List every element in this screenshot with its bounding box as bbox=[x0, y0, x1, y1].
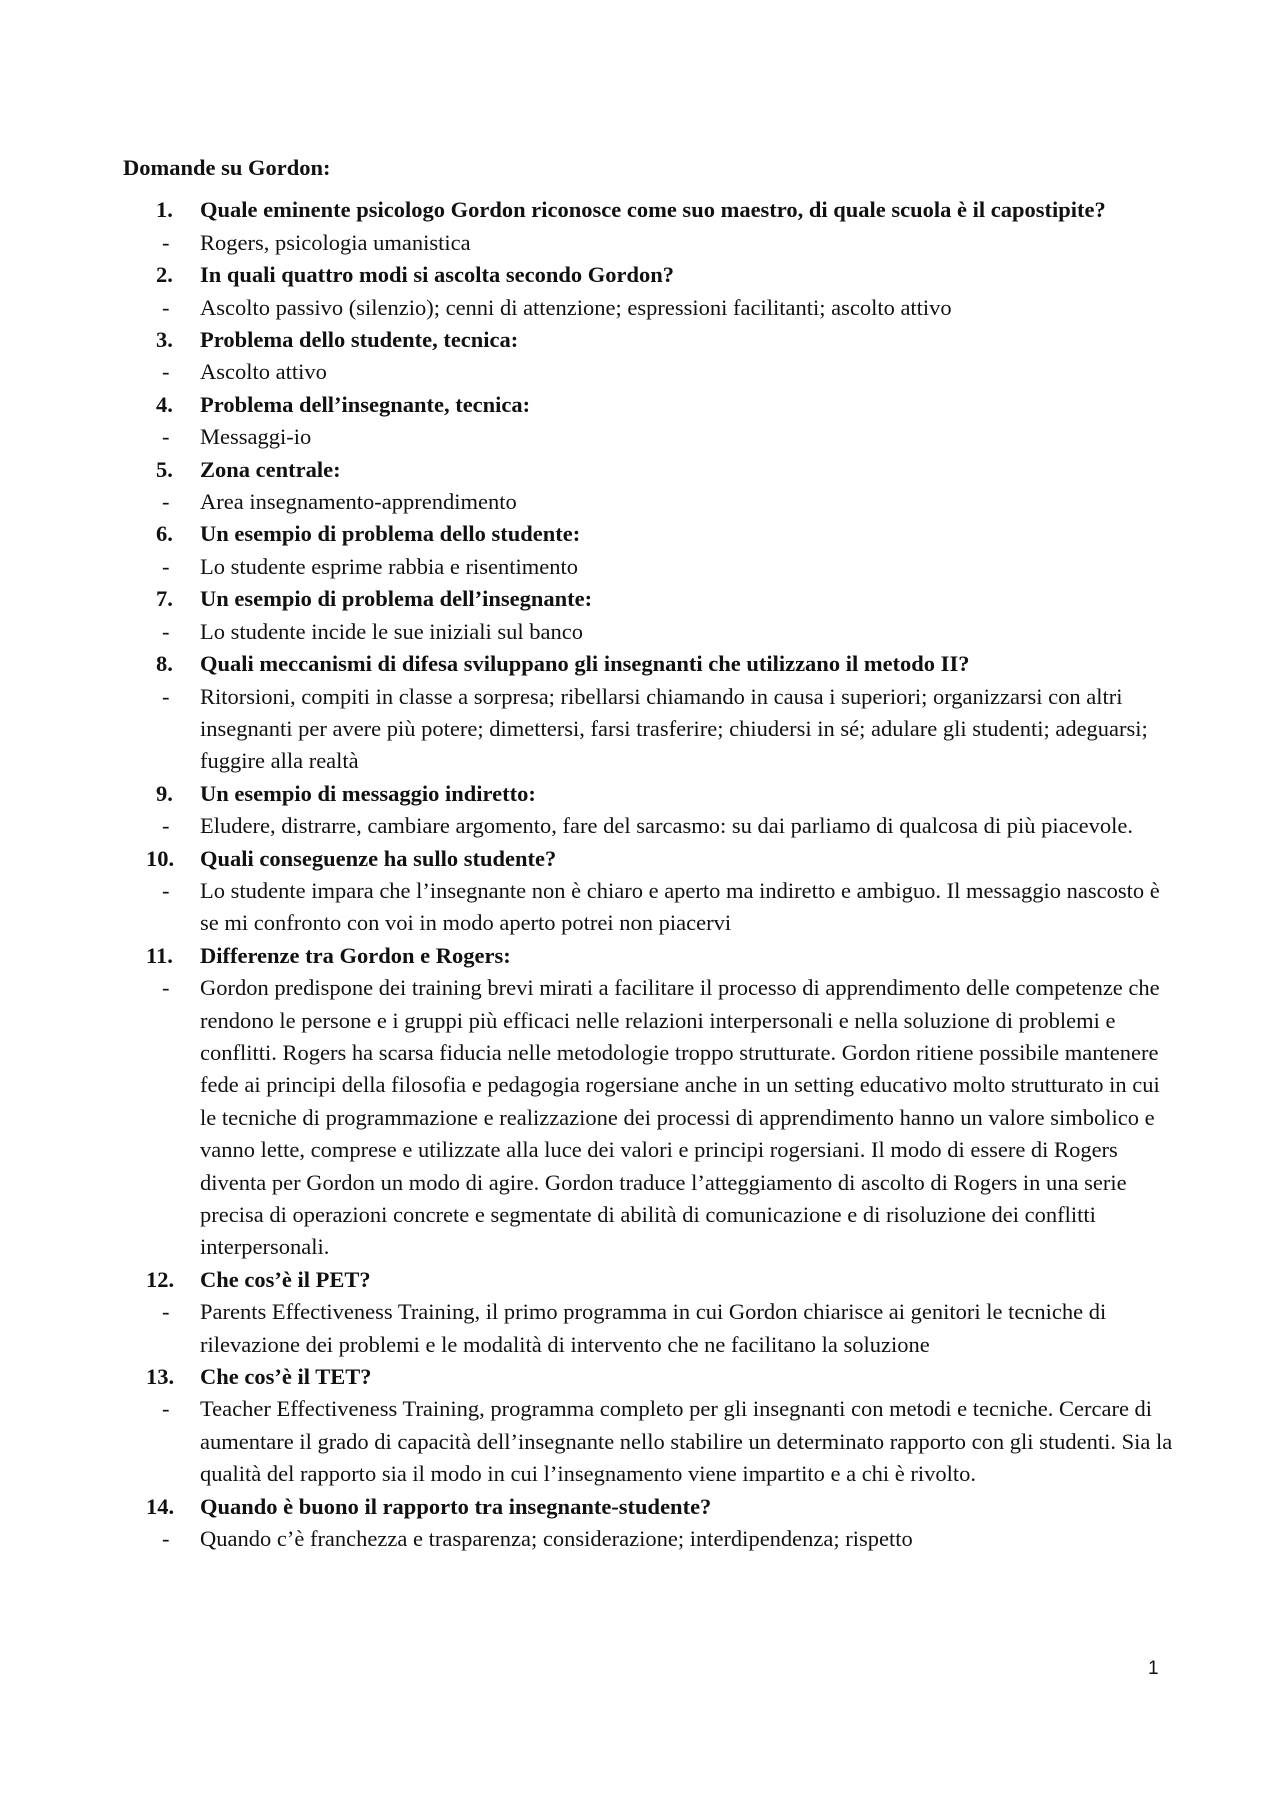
answer-text: Parents Effectiveness Training, il primo programma in cui Gordon chiarisce ai genitori le tecniche di rilevazione dei problemi e le modalità di intervento che ne facilitano la soluzione bbox=[200, 1299, 1107, 1357]
answer-text: Ascolto passivo (silenzio); cenni di attenzione; espressioni facilitanti; ascolto attivo bbox=[200, 294, 952, 320]
answer-item bbox=[123, 681, 1173, 778]
question-number: 6. bbox=[156, 521, 173, 547]
question-text: Quali conseguenze ha sullo studente? bbox=[200, 845, 557, 871]
question-item bbox=[123, 940, 1173, 972]
answer-item bbox=[123, 972, 1173, 1264]
answer-text: Lo studente impara che l’insegnante non è chiaro e aperto ma indiretto e ambiguo. Il messaggio nascosto è se mi confronto con voi in modo aperto potrei non piacervi bbox=[200, 877, 1160, 936]
answer-text: Eludere, distrarre, cambiare argomento, fare del sarcasmo: su dai parliamo di qualcosa di più piacevole. bbox=[200, 813, 1133, 839]
question-text: Un esempio di problema dell’insegnante: bbox=[200, 586, 593, 612]
question-text: Quando è buono il rapporto tra insegnante-studente? bbox=[200, 1493, 712, 1519]
answer-text: Messaggi-io bbox=[200, 424, 312, 450]
dash-bullet: - bbox=[162, 294, 170, 320]
answer-text: Lo studente incide le sue iniziali sul banco bbox=[200, 618, 584, 644]
question-item bbox=[123, 1361, 1173, 1393]
document-title: Domande su Gordon: bbox=[123, 155, 331, 180]
question-number: 14. bbox=[146, 1493, 175, 1519]
answer-item bbox=[123, 810, 1173, 842]
dash-bullet: - bbox=[162, 553, 170, 579]
dash-bullet: - bbox=[162, 1299, 170, 1325]
question-number: 7. bbox=[156, 586, 173, 612]
answer-item bbox=[123, 551, 1173, 583]
answer-item bbox=[123, 227, 1173, 259]
dash-bullet: - bbox=[162, 618, 170, 644]
answer-text: Area insegnamento-apprendimento bbox=[200, 489, 517, 515]
dash-bullet: - bbox=[162, 1396, 170, 1422]
dash-bullet: - bbox=[162, 489, 170, 515]
question-item bbox=[123, 778, 1173, 810]
question-number: 1. bbox=[156, 197, 173, 223]
question-text: Un esempio di messaggio indiretto: bbox=[200, 780, 536, 806]
question-number: 9. bbox=[156, 780, 173, 806]
question-text: Quale eminente psicologo Gordon riconosce come suo maestro, di quale scuola è il capostipite? bbox=[200, 197, 1106, 223]
dash-bullet: - bbox=[162, 683, 170, 709]
dash-bullet: - bbox=[162, 1526, 170, 1552]
question-number: 3. bbox=[156, 327, 173, 353]
question-text: Problema dell’insegnante, tecnica: bbox=[200, 391, 531, 417]
question-item bbox=[123, 259, 1173, 291]
question-number: 11. bbox=[146, 942, 173, 968]
question-text: Problema dello studente, tecnica: bbox=[200, 327, 519, 353]
question-item bbox=[123, 389, 1173, 421]
document-body bbox=[123, 152, 1173, 1555]
question-answer-list bbox=[123, 194, 1173, 1555]
dash-bullet: - bbox=[162, 359, 170, 385]
page-number: 1 bbox=[1148, 1658, 1159, 1679]
question-text: Quali meccanismi di difesa sviluppano gli insegnanti che utilizzano il metodo II? bbox=[200, 651, 970, 677]
answer-item bbox=[123, 356, 1173, 388]
answer-item bbox=[123, 292, 1173, 324]
question-text: Che cos’è il PET? bbox=[200, 1266, 371, 1292]
question-number: 2. bbox=[156, 262, 173, 288]
question-text: In quali quattro modi si ascolta secondo Gordon? bbox=[200, 262, 675, 288]
answer-text: Ascolto attivo bbox=[200, 359, 327, 385]
question-number: 8. bbox=[156, 651, 173, 677]
question-item bbox=[123, 843, 1173, 875]
question-text: Un esempio di problema dello studente: bbox=[200, 521, 581, 547]
dash-bullet: - bbox=[162, 813, 170, 839]
answer-item bbox=[123, 421, 1173, 453]
question-item bbox=[123, 583, 1173, 615]
dash-bullet: - bbox=[162, 975, 170, 1001]
question-number: 4. bbox=[156, 391, 173, 417]
dash-bullet: - bbox=[162, 229, 170, 255]
question-item bbox=[123, 1264, 1173, 1296]
answer-text: Quando c’è franchezza e trasparenza; considerazione; interdipendenza; rispetto bbox=[200, 1526, 913, 1552]
answer-text: Lo studente esprime rabbia e risentimento bbox=[200, 553, 579, 579]
question-item bbox=[123, 1491, 1173, 1523]
question-item bbox=[123, 518, 1173, 550]
answer-text: Rogers, psicologia umanistica bbox=[200, 229, 471, 255]
question-number: 12. bbox=[146, 1266, 175, 1292]
answer-text: Gordon predispone dei training brevi mirati a facilitare il processo di apprendimento delle competenze che rendono le persone e i gruppi più efficaci nelle relazioni interpersonali e nella soluzione di problemi e conflitti. Rogers ha scarsa fiducia nelle metodologie troppo strutturate. Gordon ritiene possibile mantenere fede ai principi della filosofia e pedagogia rogersiane anche in un setting educativo molto strutturato in cui le tecniche di programmazione e realizzazione dei processi di apprendimento hanno un valore simbolico e vanno lette, comprese e utilizzate alla luce dei valori e principi rogersiani. Il modo di essere di Rogers diventa per Gordon un modo di agire. Gordon traduce l’atteggiamento di ascolto di Rogers in una serie precisa di operazioni concrete e segmentate di abilità di comunicazione e di risoluzione dei conflitti interpersonali. bbox=[200, 975, 1160, 1260]
answer-text: Ritorsioni, compiti in classe a sorpresa; ribellarsi chiamando in causa i superiori; organizzarsi con altri insegnanti per avere più potere; dimettersi, farsi trasferire; chiudersi in sé; adulare gli studenti; adeguarsi; fuggire alla realtà bbox=[200, 683, 1148, 774]
question-text: Che cos’è il TET? bbox=[200, 1364, 372, 1390]
answer-item bbox=[123, 1523, 1173, 1555]
question-item bbox=[123, 324, 1173, 356]
question-item bbox=[123, 454, 1173, 486]
answer-item bbox=[123, 1296, 1173, 1361]
answer-item bbox=[123, 486, 1173, 518]
answer-item bbox=[123, 1393, 1173, 1490]
answer-text: Teacher Effectiveness Training, programma completo per gli insegnanti con metodi e tecniche. Cercare di aumentare il grado di capacità dell’insegnante nello stabilire un determinato rapporto con gli studenti. Sia la qualità del rapporto sia il modo in cui l’insegnamento viene impartito e a chi è rivolto. bbox=[200, 1396, 1173, 1487]
dash-bullet: - bbox=[162, 877, 170, 903]
question-item bbox=[123, 648, 1173, 680]
question-number: 13. bbox=[146, 1364, 175, 1390]
answer-item bbox=[123, 616, 1173, 648]
answer-item bbox=[123, 875, 1173, 940]
question-number: 10. bbox=[146, 845, 175, 871]
question-text: Differenze tra Gordon e Rogers: bbox=[200, 942, 511, 968]
question-item bbox=[123, 194, 1173, 226]
question-text: Zona centrale: bbox=[200, 456, 341, 482]
dash-bullet: - bbox=[162, 424, 170, 450]
question-number: 5. bbox=[156, 456, 173, 482]
